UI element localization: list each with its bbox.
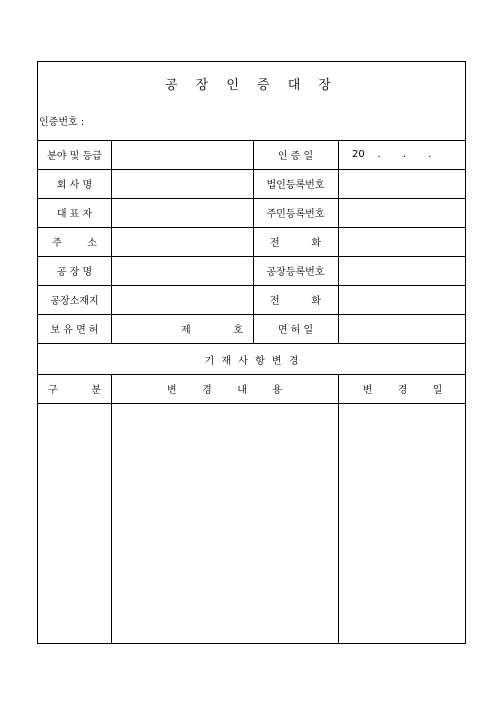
- form-title: 공 장 인 증 대 장: [164, 78, 338, 93]
- label-representative: 대 표 자: [56, 209, 93, 220]
- license-suffix: 호: [233, 325, 243, 336]
- value-corp-reg-no[interactable]: [338, 169, 467, 198]
- label-license: 보 유 면 허: [50, 325, 99, 336]
- value-factory-location[interactable]: [111, 285, 253, 314]
- label-resident-reg-no: 주민등록번호: [266, 209, 325, 220]
- value-license[interactable]: [111, 314, 253, 343]
- header-change-content: 변 경 내 용: [167, 385, 282, 396]
- header-category: [38, 374, 111, 403]
- header-category-a: 구: [48, 385, 58, 396]
- label-license-date: 면 허 일: [277, 325, 314, 336]
- label-company-name: 회 사 명: [56, 180, 93, 191]
- factory-certification-register-form: [37, 61, 466, 644]
- value-representative[interactable]: [111, 198, 253, 227]
- label-factory-phone: 전 화: [269, 296, 322, 307]
- label-factory-reg-no: 공장등록번호: [266, 267, 325, 278]
- change-date-area[interactable]: [338, 404, 467, 644]
- value-license-date[interactable]: [338, 314, 467, 343]
- value-factory-name[interactable]: [111, 256, 253, 285]
- header-change-date: 변 경 일: [362, 385, 443, 396]
- value-address[interactable]: [111, 227, 253, 256]
- label-factory-name: 공 장 명: [56, 267, 93, 278]
- value-factory-reg-no[interactable]: [338, 256, 467, 285]
- change-category-area[interactable]: [38, 404, 111, 644]
- label-address: 주 소: [52, 238, 97, 249]
- label-corp-reg-no: 법인등록번호: [266, 180, 325, 191]
- license-prefix: 제: [181, 325, 191, 336]
- section-title-changes: 기 재 사 항 변 경: [204, 355, 301, 367]
- header-category-b: 분: [91, 385, 101, 396]
- label-field-grade: 분야 및 등급: [47, 151, 102, 162]
- label-factory-location: 공장소재지: [50, 296, 99, 307]
- value-factory-phone[interactable]: [338, 285, 467, 314]
- title-area: [38, 62, 465, 140]
- label-phone: 전 화: [269, 238, 322, 249]
- value-phone[interactable]: [338, 227, 467, 256]
- change-content-area[interactable]: [111, 404, 338, 644]
- value-company-name[interactable]: [111, 169, 253, 198]
- value-cert-date[interactable]: 20 . . .: [352, 149, 432, 160]
- value-field-grade[interactable]: [111, 140, 253, 169]
- value-resident-reg-no[interactable]: [338, 198, 467, 227]
- cert-number-label: 인증번호 :: [39, 117, 85, 128]
- label-cert-date: 인 증 일: [277, 151, 314, 162]
